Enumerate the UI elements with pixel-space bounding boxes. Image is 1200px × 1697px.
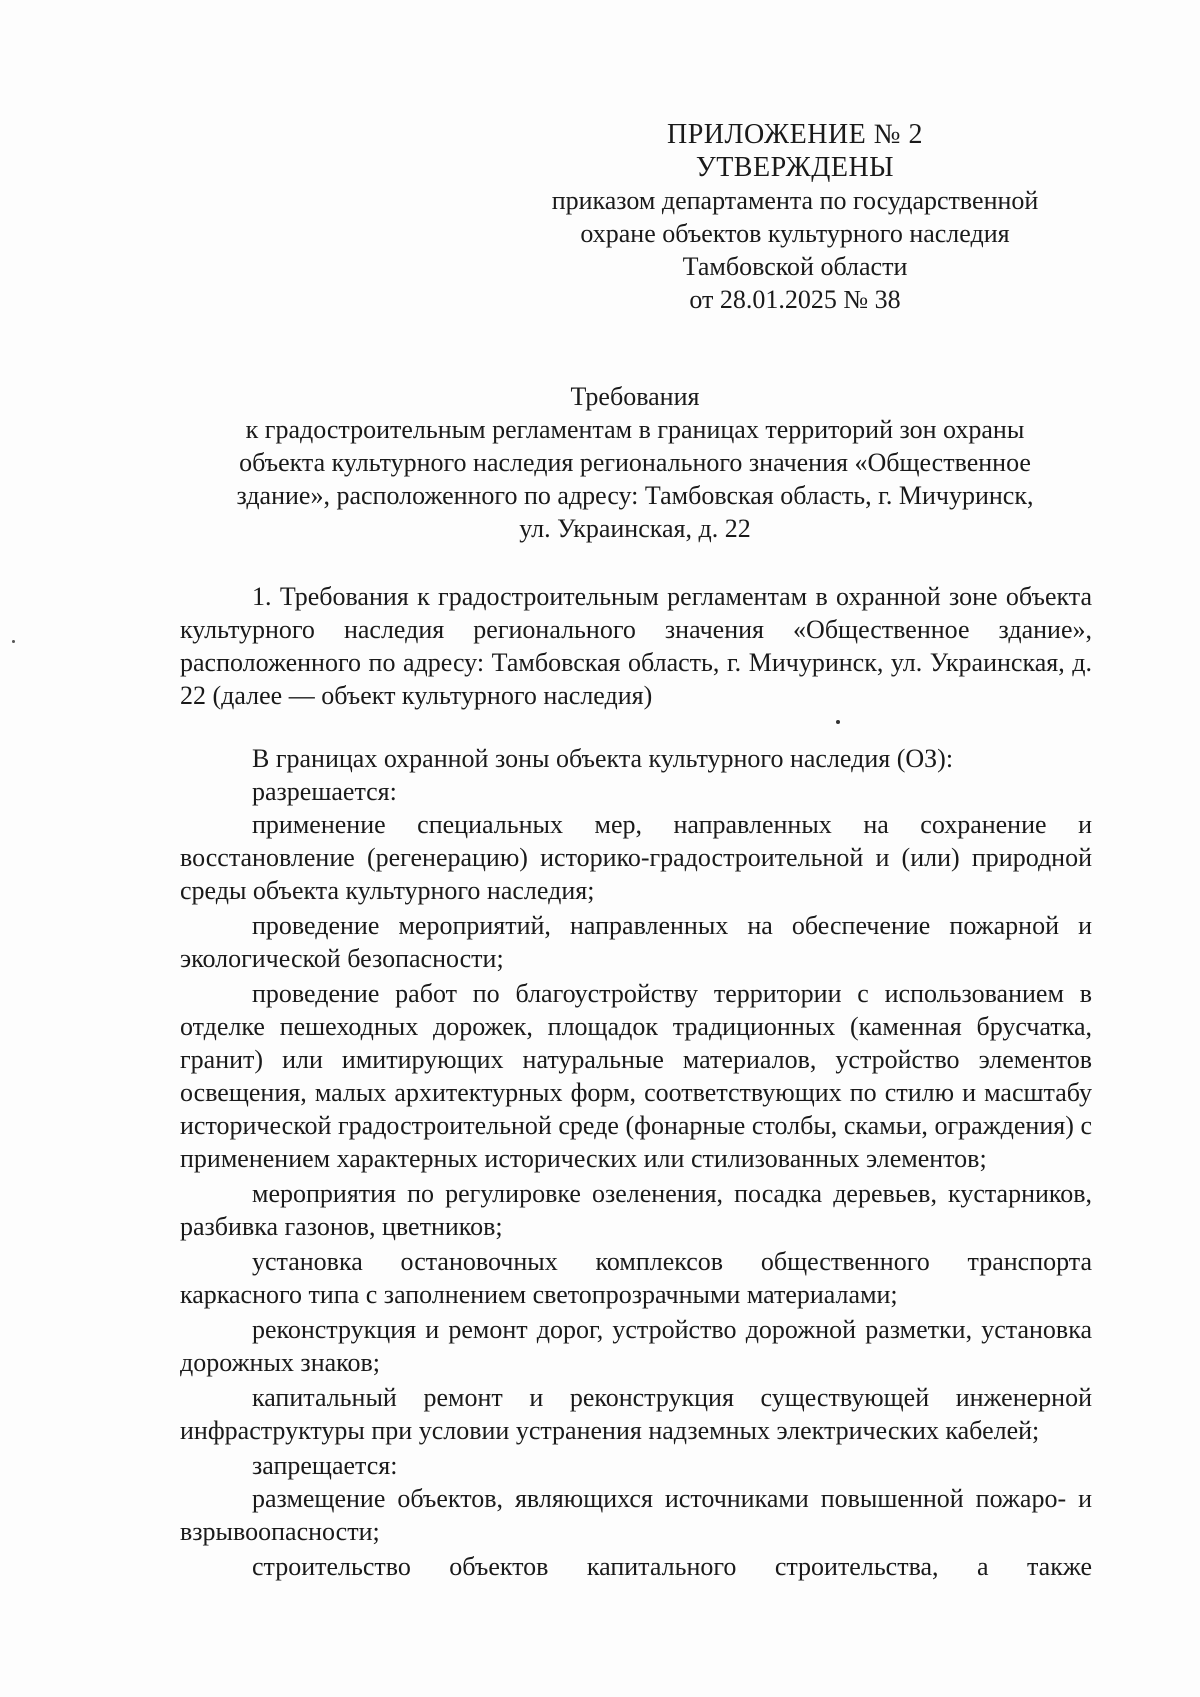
forbidden-label: запрещается: (252, 1451, 398, 1480)
document-body (180, 580, 1092, 1583)
allowed-item: реконструкция и ремонт дорог, устройство дорожной разметки, установка дорожных знаков; (180, 1315, 1092, 1377)
allowed-item: проведение мероприятий, направленных на обеспечение пожарной и экологической безопасности; (180, 911, 1092, 973)
section-1-paragraph: 1. Требования к градостроительным регламентам в охранной зоне объекта культурного наследия регионального значения «Общественное здание», расположенного по адресу: Тамбовская область, г. Мичуринск, ул. Украинская, д. 22 (далее — объект культурного наследия) (180, 582, 1092, 710)
forbidden-item: строительство объектов капитального строительства, а также (252, 1552, 1092, 1581)
approved-label: УТВЕРЖДЕНЫ (695, 152, 895, 183)
forbidden-item: размещение объектов, являющихся источниками повышенной пожаро- и взрывоопасности; (180, 1484, 1092, 1546)
allowed-item: установка остановочных комплексов общественного транспорта каркасного типа с заполнением светопрозрачными материалами; (180, 1247, 1092, 1309)
approval-order-line: охране объектов культурного наследия (580, 219, 1010, 248)
title-line: здание», расположенного по адресу: Тамбовская область, г. Мичуринск, (236, 481, 1034, 510)
scan-speck (836, 720, 840, 724)
document-title (170, 380, 1100, 545)
title-line: объекта культурного наследия регионального значения «Общественное (239, 448, 1031, 477)
appendix-number: ПРИЛОЖЕНИЕ № 2 (667, 119, 923, 150)
allowed-item: проведение работ по благоустройству территории с использованием в отделке пешеходных дорожек, площадок традиционных (каменная брусчатка, гранит) или имитирующих натуральные материалов, устройство элементов освещения, малых архитектурных форм, соответствующих по стилю и масштабу исторической градостроительной среде (фонарные столбы, скамьи, ограждения) с применением характерных исторических или стилизованных элементов; (180, 979, 1092, 1173)
title-line: ул. Украинская, д. 22 (519, 514, 751, 543)
title-line: Требования (570, 382, 700, 411)
zone-heading: В границах охранной зоны объекта культурного наследия (ОЗ): (252, 744, 954, 773)
approval-order-line: Тамбовской области (682, 252, 908, 281)
approval-stamp-block (520, 118, 1070, 316)
allowed-item: применение специальных мер, направленных на сохранение и восстановление (регенерацию) историко-градостроительной и (или) природной среды объекта культурного наследия; (180, 810, 1092, 905)
allowed-item: мероприятия по регулировке озеленения, посадка деревьев, кустарников, разбивка газонов, цветников; (180, 1179, 1092, 1241)
allowed-item: капитальный ремонт и реконструкция существующей инженерной инфраструктуры при условии устранения надземных электрических кабелей; (180, 1383, 1092, 1445)
scan-speck (12, 640, 15, 643)
approval-order-date: от 28.01.2025 № 38 (689, 285, 901, 314)
approval-order-line: приказом департамента по государственной (551, 186, 1039, 215)
allowed-label: разрешается: (252, 777, 397, 806)
title-line: к градостроительным регламентам в границах территорий зон охраны (245, 415, 1025, 444)
